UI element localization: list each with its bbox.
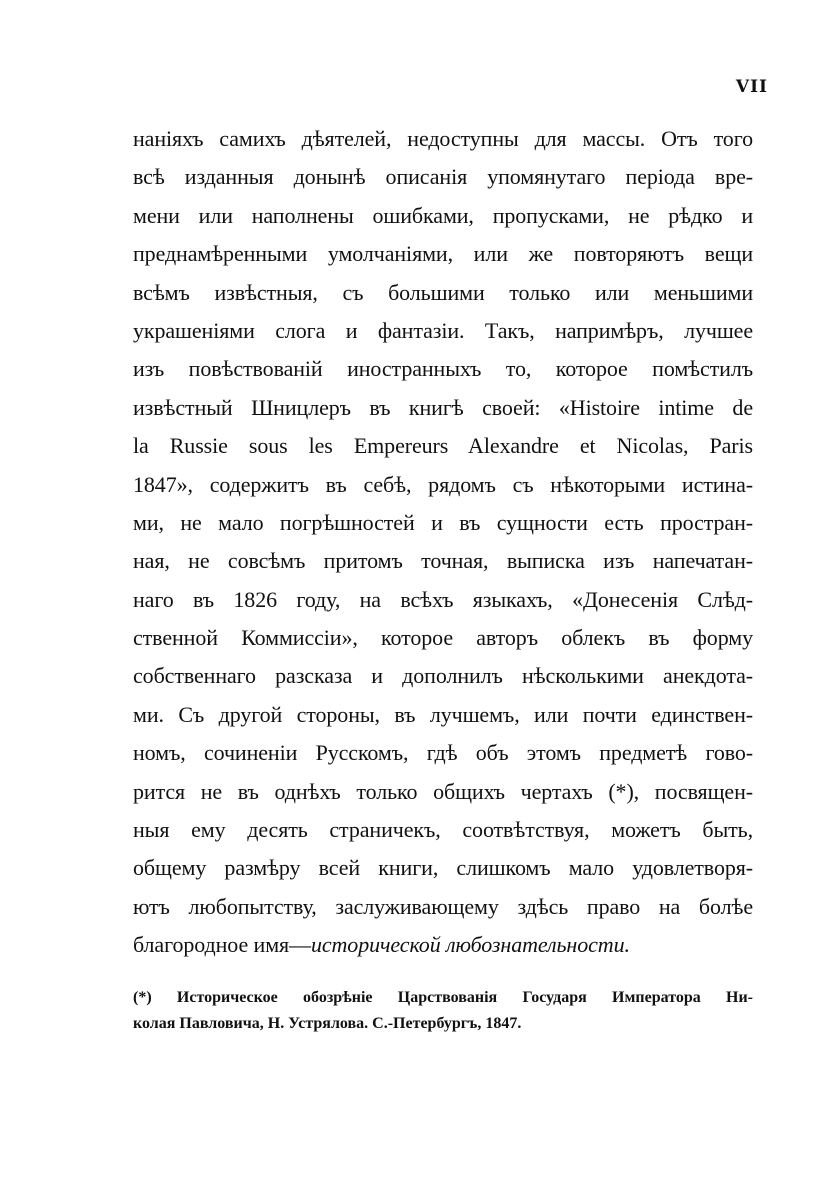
footnote-line-2: колая Павловича, Н. Устрялова. С.-Петербургъ, 1847. bbox=[133, 1015, 522, 1032]
text-line: собственнаго разсказа и дополнилъ нѣсколькими анекдота- bbox=[133, 663, 753, 689]
text-line: наніяхъ самихъ дѣятелей, недоступны для массы. Отъ того bbox=[133, 126, 753, 151]
text-line: наго въ 1826 году, на всѣхъ языкахъ, «Донесенія Слѣд- bbox=[133, 586, 753, 612]
text-line-last bbox=[133, 926, 753, 964]
text-line: ственной Коммиссіи», которое авторъ облекъ въ форму bbox=[133, 625, 753, 651]
main-text-block bbox=[133, 120, 753, 965]
text-line: ми. Съ другой стороны, въ лучшемъ, или почти единствен- bbox=[133, 701, 753, 727]
text-line: извѣстный Шницлеръ въ книгѣ своей: «Histoire intime de bbox=[133, 394, 753, 420]
text-line: всѣ изданныя донынѣ описанія упомянутаго періода вре- bbox=[133, 164, 753, 190]
text-line: украшеніями слога и фантазіи. Такъ, напримѣръ, лучшее bbox=[133, 317, 753, 343]
text-line: ныя ему десять страничекъ, соотвѣтствуя, можетъ быть, bbox=[133, 817, 753, 843]
footnote-line-1: (*) Историческое обозрѣніе Царствованія Государя Императора Ни- bbox=[133, 989, 753, 1006]
text-line: 1847», содержитъ въ себѣ, рядомъ съ нѣкоторыми истина- bbox=[133, 471, 753, 497]
last-line-start: благородное имя— bbox=[133, 932, 311, 958]
last-line-italic: исторической любознательности. bbox=[310, 932, 630, 958]
text-line: ютъ любопытству, заслуживающему здѣсь право на болѣе bbox=[133, 893, 753, 919]
text-line: la Russie sous les Empereurs Alexandre et Nicolas, Paris bbox=[133, 433, 753, 459]
text-line: ми, не мало погрѣшностей и въ сущности есть простран- bbox=[133, 509, 753, 535]
text-line: мени или наполнены ошибками, пропусками, не рѣдко и bbox=[133, 202, 753, 228]
text-line: ная, не совсѣмъ притомъ точная, выписка изъ напечатан- bbox=[133, 548, 753, 574]
footnote bbox=[133, 985, 753, 1037]
text-line: рится не въ однѣхъ только общихъ чертахъ (*), посвящен- bbox=[133, 778, 753, 804]
text-line: номъ, сочиненіи Русскомъ, гдѣ объ этомъ предметѣ гово- bbox=[133, 740, 753, 766]
page-number: VII bbox=[735, 77, 768, 97]
text-line: преднамѣренными умолчаніями, или же повторяютъ вещи bbox=[133, 241, 753, 267]
text-line: изъ повѣствованій иностранныхъ то, которое помѣстилъ bbox=[133, 356, 753, 382]
text-line: общему размѣру всей книги, слишкомъ мало удовлетворя- bbox=[133, 855, 753, 881]
text-line: всѣмъ извѣстныя, съ большими только или меньшими bbox=[133, 279, 753, 305]
